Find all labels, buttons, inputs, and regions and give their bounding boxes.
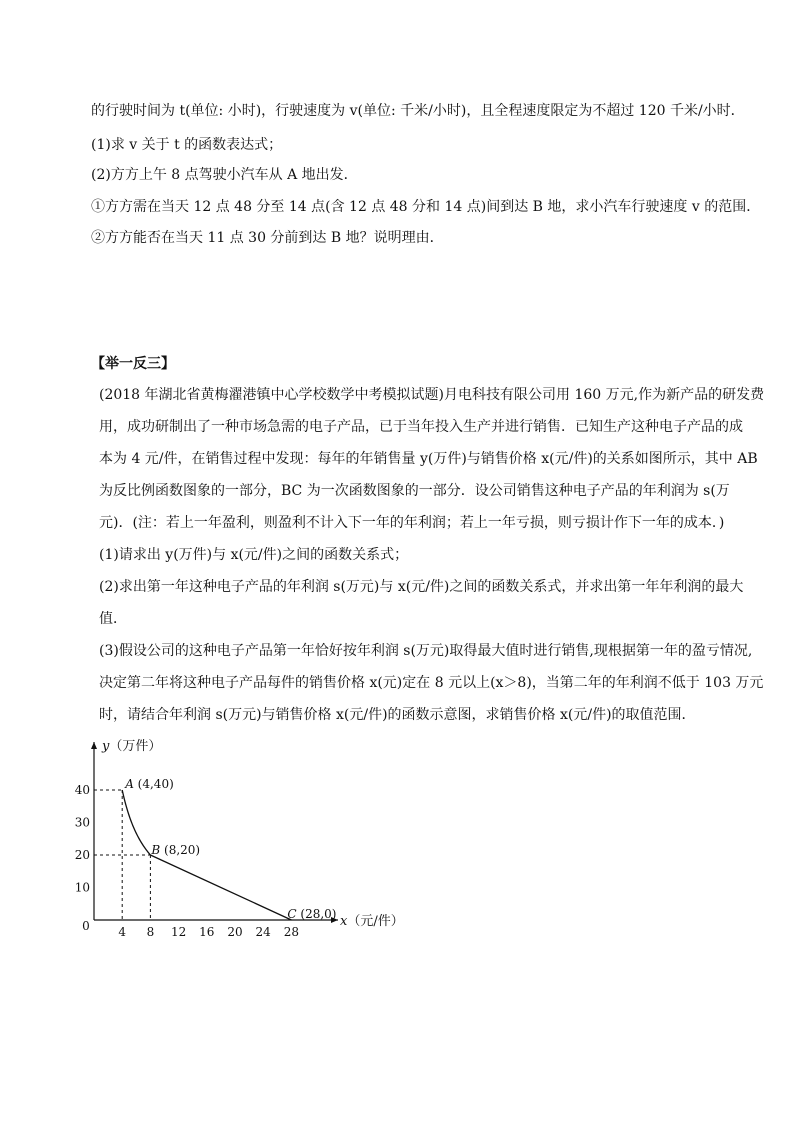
problem-b-line: 本为 4 元/件，在销售过程中发现：每年的年销售量 y(万件)与销售价格 x(元/件)的关系如图所示，其中 AB [99,451,758,467]
origin-label: 0 [82,919,90,933]
y-tick-label: 10 [74,880,90,895]
x-tick-label: 4 [118,925,127,939]
problem-a-question-2-1: ①方方需在当天 12 点 48 分至 14 点(含 12 点 48 分和 14 点)间到达 B 地，求小汽车行驶速度 v 的范围． [91,199,761,215]
problem-b-question-2: (2)求出第一年这种电子产品的年利润 s(万元)与 x(元/件)之间的函数关系式，并求出第一年年利润的最大 [99,579,744,595]
point-label-b: B (8,20) [151,843,201,857]
problem-b-question-2-cont: 值． [99,611,127,627]
x-tick-label: 24 [255,925,271,939]
problem-b-line: (2018 年湖北省黄梅濯港镇中心学校数学中考模拟试题)月电科技有限公司用 160 万元,作为新产品的研发费 [99,387,765,403]
y-axis-label: y（万件） [102,739,162,754]
problem-a-question-1: (1)求 v 关于 t 的函数表达式； [91,137,283,153]
x-tick-label: 20 [227,925,243,939]
line-bc [150,855,291,920]
curve-ab [122,790,150,855]
x-tick-label: 8 [146,925,155,939]
point-label-a: A (4,40) [125,777,174,791]
problem-b-question-3-cont: 决定第二年将这种电子产品每件的销售价格 x(元)定在 8 元以上(x＞8)，当第二年的年利润不低于 103 万元 [99,675,764,691]
x-axis-label: x（元/件） [340,914,404,929]
problem-a-question-2: (2)方方上午 8 点驾驶小汽车从 A 地出发． [91,167,358,183]
problem-b-question-1: (1)请求出 y(万件)与 x(元/件)之间的函数关系式； [99,547,409,563]
problem-b-question-3-cont: 时，请结合年利润 s(万元)与销售价格 x(元/件)的函数示意图，求销售价格 x(元/件)的取值范围． [99,707,696,723]
section-title: 【举一反三】 [91,356,175,372]
y-tick-label: 20 [74,848,90,862]
problem-a-intro: 的行驶时间为 t(单位: 小时)，行驶速度为 v(单位: 千米/小时)，且全程速度限定为不超过 120 千米/小时． [91,103,745,119]
x-tick-label: 28 [283,925,300,939]
sales-graph [74,730,418,945]
problem-b-question-3: (3)假设公司的这种电子产品第一年恰好按年利润 s(万元)取得最大值时进行销售,现根据第一年的盈亏情况, [99,643,753,659]
y-axis-arrow [91,742,97,749]
problem-a-question-2-2: ②方方能否在当天 11 点 30 分前到达 B 地？说明理由． [91,230,444,246]
problem-b-line: 用，成功研制出了一种市场急需的电子产品，已于当年投入生产并进行销售．已知生产这种电子产品的成 [99,419,743,435]
y-tick-label: 40 [74,783,90,797]
y-tick-label: 30 [74,815,90,830]
problem-b-line: 为反比例函数图象的一部分，BC 为一次函数图象的一部分．设公司销售这种电子产品的年利润为 s(万 [99,483,730,499]
point-label-c: C (28,0) [287,907,337,921]
problem-b-line: 元)．(注：若上一年盈利，则盈利不计入下一年的年利润；若上一年亏损，则亏损计作下一年的成本．) [99,515,725,531]
x-tick-label: 16 [199,925,215,939]
x-tick-label: 12 [170,925,187,939]
